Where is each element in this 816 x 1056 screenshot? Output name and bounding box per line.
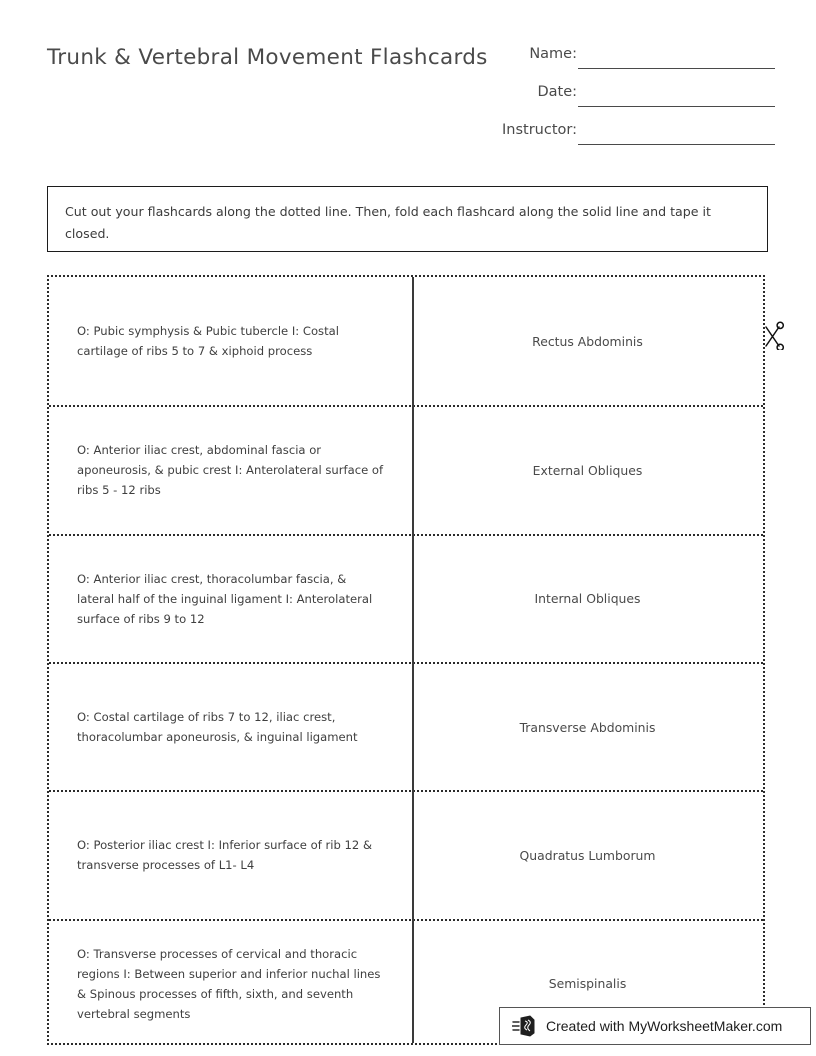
- name-field-input-line[interactable]: [578, 68, 775, 69]
- flashcard-row: [49, 405, 763, 533]
- flashcard-front-text: O: Costal cartilage of ribs 7 to 12, iliac crest, thoracolumbar aponeurosis, & inguinal ligament: [77, 710, 358, 745]
- worksheet-maker-logo-icon: [512, 1014, 538, 1038]
- flashcard-front-text: O: Transverse processes of cervical and thoracic regions I: Between superior and inferior nuchal lines & Spinous processes of fifth, sixth, and seventh vertebral segments: [77, 946, 381, 1021]
- flashcard-back-cell: [412, 536, 763, 662]
- flashcard-back-cell: [412, 792, 763, 918]
- fold-line: [412, 277, 414, 1043]
- instructor-field-input-line[interactable]: [578, 144, 775, 145]
- flashcard-back-cell: [412, 664, 763, 790]
- flashcard-back-text: Transverse Abdominis: [519, 719, 656, 735]
- flashcard-row: [49, 790, 763, 918]
- flashcard-front-cell: [49, 921, 412, 1047]
- flashcard-front-text: O: Anterior iliac crest, thoracolumbar fascia, & lateral half of the inguinal ligament I: Anterolateral surface of ribs 9 to 12: [77, 571, 373, 626]
- worksheet-maker-badge-text: Created with MyWorksheetMaker.com: [546, 1018, 783, 1034]
- name-field-row: [470, 44, 775, 82]
- scissors-icon: [763, 320, 785, 350]
- flashcard-back-cell: [412, 277, 763, 405]
- flashcard-back-text: Semispinalis: [548, 976, 627, 992]
- flashcard-row: [49, 534, 763, 662]
- name-field-label: Name:: [529, 46, 577, 62]
- flashcard-row: [49, 277, 763, 405]
- instructor-field-row: [470, 120, 775, 158]
- flashcard-front-cell: [49, 407, 412, 533]
- date-field-row: [470, 82, 775, 120]
- flashcard-back-text: Quadratus Lumborum: [519, 847, 656, 863]
- worksheet-header: [0, 0, 816, 170]
- instructions-text: Cut out your flashcards along the dotted line. Then, fold each flashcard along the solid line and tape it closed.: [65, 204, 711, 241]
- student-info-fields: [470, 44, 775, 158]
- flashcard-back-text: External Obliques: [532, 462, 643, 478]
- flashcard-row: [49, 662, 763, 790]
- instructions-box: [47, 186, 768, 252]
- flashcard-front-text: O: Anterior iliac crest, abdominal fascia or aponeurosis, & pubic crest I: Anterolateral surface of ribs 5 - 12 ribs: [77, 443, 384, 498]
- date-field-input-line[interactable]: [578, 106, 775, 107]
- flashcard-grid: [47, 275, 765, 1045]
- flashcard-front-cell: [49, 536, 412, 662]
- flashcard-front-cell: [49, 664, 412, 790]
- flashcard-front-cell: [49, 277, 412, 405]
- flashcard-front-text: O: Posterior iliac crest I: Inferior surface of rib 12 & transverse processes of L1- L4: [77, 838, 372, 873]
- flashcard-front-cell: [49, 792, 412, 918]
- flashcard-back-text: Rectus Abdominis: [532, 333, 643, 349]
- flashcard-back-text: Internal Obliques: [534, 591, 641, 607]
- page-title: Trunk & Vertebral Movement Flashcards: [47, 45, 488, 70]
- flashcard-front-text: O: Pubic symphysis & Pubic tubercle I: Costal cartilage of ribs 5 to 7 & xiphoid process: [77, 324, 339, 359]
- date-field-label: Date:: [537, 84, 577, 100]
- instructor-field-label: Instructor:: [502, 122, 577, 138]
- worksheet-maker-badge[interactable]: [499, 1007, 811, 1045]
- flashcard-back-cell: [412, 407, 763, 533]
